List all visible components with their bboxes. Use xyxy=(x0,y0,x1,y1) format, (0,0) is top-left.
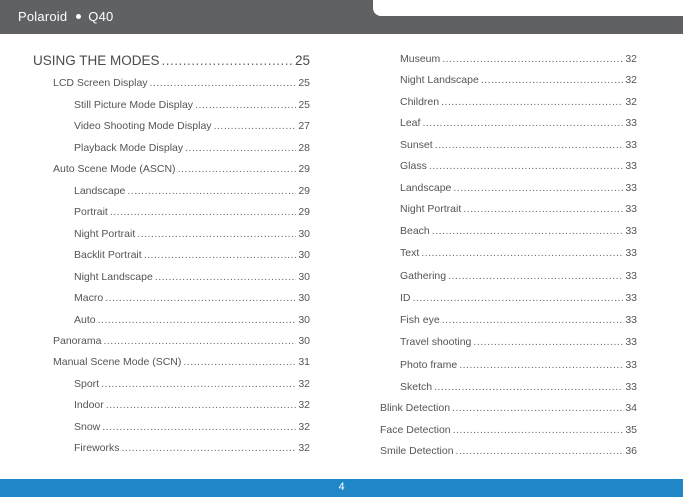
toc-entry-page: 36 xyxy=(625,445,637,457)
toc-entry[interactable] xyxy=(74,140,310,154)
toc-entry-page: 33 xyxy=(625,139,637,151)
dot-leader xyxy=(101,378,296,390)
toc-entry[interactable] xyxy=(74,204,310,218)
toc-entry-title: Landscape xyxy=(400,182,452,194)
toc-entry[interactable] xyxy=(74,312,310,326)
dot-leader xyxy=(421,247,623,259)
toc-entry-page: 25 xyxy=(298,77,310,89)
toc-entry-page: 33 xyxy=(625,292,637,304)
dot-leader xyxy=(178,163,297,175)
dot-leader xyxy=(459,359,623,371)
toc-entry-title: Travel shooting xyxy=(400,336,472,348)
header-title xyxy=(18,9,113,24)
toc-entry-title: Landscape xyxy=(74,185,126,197)
toc-entry[interactable] xyxy=(400,268,637,282)
toc-entry-title: Auto Scene Mode (ASCN) xyxy=(53,163,176,175)
toc-entry-title: Sunset xyxy=(400,139,433,151)
model-name: Q40 xyxy=(88,9,114,24)
toc-entry[interactable] xyxy=(74,419,310,433)
dot-leader xyxy=(442,314,624,326)
dot-leader xyxy=(463,203,623,215)
toc-entry-title: Night Portrait xyxy=(74,228,136,240)
toc-entry-title: Glass xyxy=(400,160,427,172)
dot-leader xyxy=(434,381,623,393)
toc-entry-page: 33 xyxy=(625,182,637,194)
toc-entry[interactable] xyxy=(400,312,637,326)
toc-entry[interactable] xyxy=(400,379,637,393)
dot-leader xyxy=(102,421,296,433)
dot-leader xyxy=(214,120,297,132)
toc-entry-title: Sport xyxy=(74,378,100,390)
toc-entry-page: 32 xyxy=(298,421,310,433)
toc-entry[interactable] xyxy=(400,357,637,371)
toc-entry-page: 32 xyxy=(625,74,637,86)
dot-leader xyxy=(185,142,296,154)
toc-entry-page: 33 xyxy=(625,160,637,172)
dot-leader xyxy=(144,249,297,261)
toc-entry-title: LCD Screen Display xyxy=(53,77,148,89)
toc-entry[interactable] xyxy=(74,97,310,111)
toc-entry[interactable] xyxy=(53,333,310,347)
toc-entry[interactable] xyxy=(400,201,637,215)
toc-entry-page: 29 xyxy=(298,163,310,175)
toc-entry-page: 32 xyxy=(298,378,310,390)
toc-entry[interactable] xyxy=(400,334,637,348)
toc-entry[interactable] xyxy=(400,94,637,108)
toc-entry-page: 33 xyxy=(625,359,637,371)
toc-entry-page: 30 xyxy=(298,228,310,240)
toc-entry[interactable] xyxy=(380,422,637,436)
toc-entry-title: Manual Scene Mode (SCN) xyxy=(53,356,182,368)
toc-entry-page: 33 xyxy=(625,225,637,237)
toc-entry-page: 33 xyxy=(625,117,637,129)
toc-entry[interactable] xyxy=(74,226,310,240)
toc-entry-page: 29 xyxy=(298,206,310,218)
dot-leader xyxy=(456,445,624,457)
toc-entry-page: 35 xyxy=(625,424,637,436)
toc-entry[interactable] xyxy=(400,180,637,194)
toc-entry-title: USING THE MODES xyxy=(33,53,160,68)
toc-entry-page: 25 xyxy=(298,99,310,111)
dot-leader xyxy=(98,314,297,326)
toc-entry[interactable] xyxy=(400,245,637,259)
toc-entry[interactable] xyxy=(380,400,637,414)
toc-entry-title: Still Picture Mode Display xyxy=(74,99,194,111)
dot-leader xyxy=(122,442,297,454)
toc-entry-title: Indoor xyxy=(74,399,104,411)
toc-entry[interactable] xyxy=(74,290,310,304)
dot-leader xyxy=(452,402,623,414)
toc-entry[interactable] xyxy=(74,269,310,283)
toc-entry-page: 33 xyxy=(625,381,637,393)
toc-entry-title: Backlit Portrait xyxy=(74,249,142,261)
toc-entry-title: Photo frame xyxy=(400,359,458,371)
toc-entry-page: 30 xyxy=(298,335,310,347)
toc-entry[interactable] xyxy=(380,443,637,457)
toc-entry-title: Panorama xyxy=(53,335,102,347)
toc-entry-title: Sketch xyxy=(400,381,433,393)
toc-entry-page: 33 xyxy=(625,270,637,282)
brand-name: Polaroid xyxy=(18,9,68,24)
toc-entry-title: Night Landscape xyxy=(400,74,479,86)
toc-entry-title: Blink Detection xyxy=(380,402,451,414)
toc-entry-page: 29 xyxy=(298,185,310,197)
dot-leader xyxy=(195,99,296,111)
page-number: 4 xyxy=(338,481,345,493)
dot-leader xyxy=(137,228,296,240)
toc-entry[interactable] xyxy=(400,137,637,151)
toc-entry[interactable] xyxy=(33,50,310,68)
toc-entry-title: Children xyxy=(400,96,440,108)
page-footer xyxy=(0,479,683,497)
toc-entry-page: 30 xyxy=(298,249,310,261)
toc-entry[interactable] xyxy=(400,115,637,129)
toc-entry-title: Beach xyxy=(400,225,430,237)
toc-entry-title: Face Detection xyxy=(380,424,451,436)
toc-entry-page: 33 xyxy=(625,203,637,215)
toc-entry-title: Video Shooting Mode Display xyxy=(74,120,212,132)
toc-entry-title: Gathering xyxy=(400,270,447,282)
toc-entry-title: Macro xyxy=(74,292,104,304)
dot-leader xyxy=(453,182,623,194)
toc-entry-page: 27 xyxy=(298,120,310,132)
toc-entry-page: 34 xyxy=(625,402,637,414)
dot-leader xyxy=(435,139,624,151)
dot-leader xyxy=(105,292,296,304)
dot-leader xyxy=(413,292,624,304)
dot-leader xyxy=(441,96,623,108)
toc-entry-title: Text xyxy=(400,247,420,259)
dot-leader xyxy=(429,160,623,172)
toc-entry[interactable] xyxy=(400,158,637,172)
bullet-dot-icon xyxy=(76,14,81,19)
toc-entry-page: 32 xyxy=(298,399,310,411)
toc-entry-page: 28 xyxy=(298,142,310,154)
toc-entry-title: Museum xyxy=(400,53,441,65)
toc-entry[interactable] xyxy=(74,247,310,261)
toc-entry-title: Portrait xyxy=(74,206,108,218)
toc-entry[interactable] xyxy=(53,354,310,368)
dot-leader xyxy=(110,206,296,218)
dot-leader xyxy=(432,225,624,237)
dot-leader xyxy=(103,335,296,347)
toc-entry-page: 33 xyxy=(625,247,637,259)
dot-leader xyxy=(442,53,623,65)
toc-entry[interactable] xyxy=(74,183,310,197)
toc-entry[interactable] xyxy=(400,223,637,237)
dot-leader xyxy=(183,356,296,368)
dot-leader xyxy=(106,399,297,411)
toc-entry-page: 25 xyxy=(294,53,310,68)
toc-entry[interactable] xyxy=(400,290,637,304)
toc-entry-page: 30 xyxy=(298,271,310,283)
toc-entry-title: Fish eye xyxy=(400,314,440,326)
header-tab-cutout xyxy=(373,0,683,16)
toc-entry[interactable] xyxy=(53,75,310,89)
page-header xyxy=(0,0,683,34)
toc-entry[interactable] xyxy=(400,51,637,65)
toc-entry-title: ID xyxy=(400,292,411,304)
toc-entry-page: 30 xyxy=(298,314,310,326)
toc-entry-page: 32 xyxy=(625,53,637,65)
dot-leader xyxy=(453,424,624,436)
dot-leader xyxy=(422,117,623,129)
toc-entry-title: Leaf xyxy=(400,117,421,129)
toc-entry-title: Fireworks xyxy=(74,442,120,454)
dot-leader xyxy=(155,271,297,283)
dot-leader xyxy=(150,77,297,89)
toc-entry-title: Playback Mode Display xyxy=(74,142,184,154)
toc-entry[interactable] xyxy=(74,397,310,411)
toc-entry-page: 33 xyxy=(625,336,637,348)
toc-entry-title: Snow xyxy=(74,421,101,433)
toc-entry-title: Night Landscape xyxy=(74,271,153,283)
toc-entry-page: 33 xyxy=(625,314,637,326)
toc-entry-title: Auto xyxy=(74,314,96,326)
toc-entry-page: 32 xyxy=(298,442,310,454)
dot-leader xyxy=(127,185,296,197)
toc-entry[interactable] xyxy=(74,376,310,390)
toc-entry-title: Night Portrait xyxy=(400,203,462,215)
toc-entry[interactable] xyxy=(74,118,310,132)
dot-leader xyxy=(481,74,624,86)
dot-leader xyxy=(162,53,293,68)
toc-entry[interactable] xyxy=(74,440,310,454)
toc-entry[interactable] xyxy=(400,72,637,86)
dot-leader xyxy=(473,336,623,348)
toc-entry[interactable] xyxy=(53,161,310,175)
toc-entry-page: 32 xyxy=(625,96,637,108)
toc-entry-title: Smile Detection xyxy=(380,445,454,457)
toc-entry-page: 31 xyxy=(298,356,310,368)
toc-entry-page: 30 xyxy=(298,292,310,304)
dot-leader xyxy=(448,270,623,282)
